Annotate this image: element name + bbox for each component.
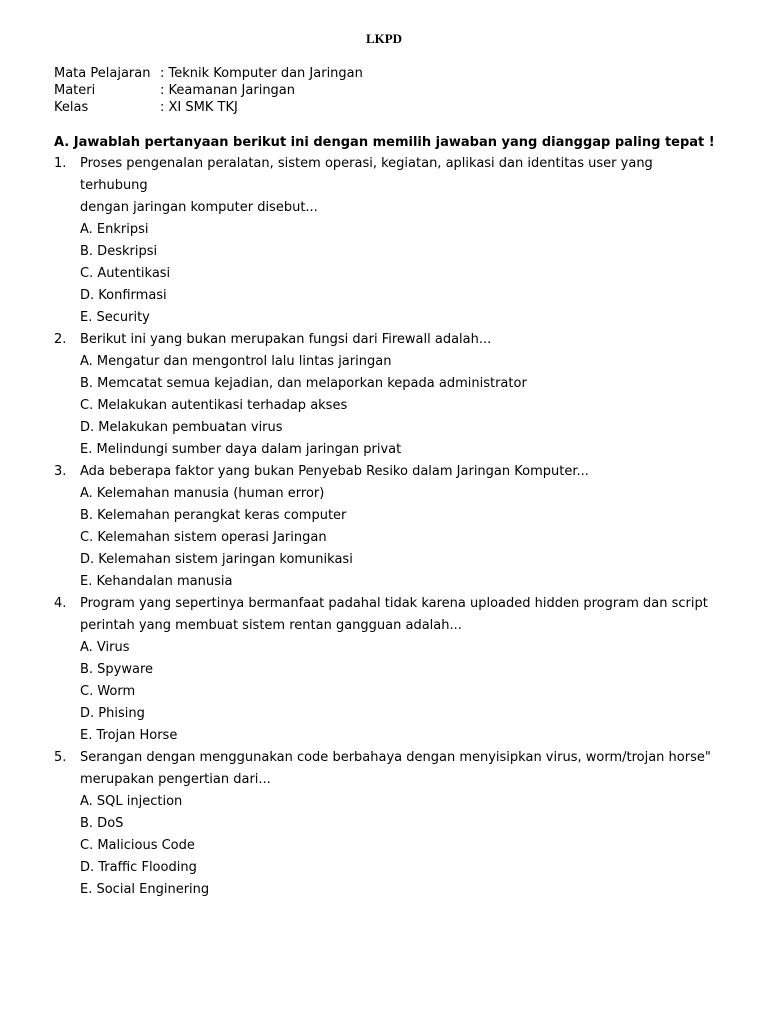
answer-option: D. Phising [80,706,145,721]
question-3 [54,461,714,593]
question-number: 3. [54,464,67,479]
answer-option: B. Spyware [80,662,154,677]
question-text-line: Serangan dengan menggunakan code berbahaya dengan menyisipkan virus, worm/trojan horse" [80,750,711,765]
answer-option: C. Autentikasi [80,266,171,281]
answer-option: B. DoS [80,816,124,831]
answer-option: C. Malicious Code [80,838,195,853]
answer-option: E. Security [80,310,150,325]
answer-option: E. Social Enginering [80,882,210,897]
answer-option: B. Kelemahan perangkat keras computer [80,508,347,523]
answer-option: D. Konfirmasi [80,288,167,303]
meta-value: : Teknik Komputer dan Jaringan [160,66,363,81]
answer-option: E. Trojan Horse [80,728,178,743]
answer-option: D. Melakukan pembuatan virus [80,420,283,435]
course-info [54,65,363,116]
question-1 [54,153,714,329]
question-text-line: perintah yang membuat sistem rentan gangguan adalah... [80,618,462,633]
answer-option: B. Memcatat semua kejadian, dan melaporkan kepada administrator [80,376,527,391]
question-text-line: dengan jaringan komputer disebut... [80,200,318,215]
meta-row-material [54,82,363,99]
question-number: 1. [54,156,67,171]
answer-option: B. Deskripsi [80,244,158,259]
question-text-line: merupakan pengertian dari... [80,772,271,787]
answer-option: D. Kelemahan sistem jaringan komunikasi [80,552,353,567]
question-number: 5. [54,750,67,765]
meta-value: : Keamanan Jaringan [160,83,296,98]
question-text-line: Berikut ini yang bukan merupakan fungsi dari Firewall adalah... [80,332,492,347]
answer-option: A. SQL injection [80,794,183,809]
section-heading: A. Jawablah pertanyaan berikut ini dengan memilih jawaban yang dianggap paling tepat ! [54,135,715,150]
question-number: 4. [54,596,67,611]
question-number: 2. [54,332,67,347]
question-2 [54,329,714,461]
question-list [54,153,714,901]
question-text-line: Program yang sepertinya bermanfaat padahal tidak karena uploaded hidden program dan script [80,596,708,611]
meta-value: : XI SMK TKJ [160,100,238,115]
answer-option: A. Mengatur dan mengontrol lalu lintas jaringan [80,354,392,369]
answer-option: C. Melakukan autentikasi terhadap akses [80,398,348,413]
meta-label: Mata Pelajaran [54,66,151,81]
document-title: LKPD [365,31,403,46]
question-4 [54,593,714,747]
answer-option: C. Kelemahan sistem operasi Jaringan [80,530,327,545]
answer-option: A. Enkripsi [80,222,149,237]
answer-option: E. Kehandalan manusia [80,574,233,589]
question-text-line: Ada beberapa faktor yang bukan Penyebab Resiko dalam Jaringan Komputer... [80,464,589,479]
meta-row-subject [54,65,363,82]
answer-option: D. Traffic Flooding [80,860,197,875]
answer-option: C. Worm [80,684,136,699]
answer-option: A. Kelemahan manusia (human error) [80,486,325,501]
answer-option: E. Melindungi sumber daya dalam jaringan privat [80,442,402,457]
question-5 [54,747,714,901]
meta-row-class [54,99,363,116]
answer-option: A. Virus [80,640,130,655]
question-text-line: Proses pengenalan peralatan, sistem operasi, kegiatan, aplikasi dan identitas user yang terhubung [80,156,653,193]
meta-label: Kelas [54,100,89,115]
meta-label: Materi [54,83,96,98]
